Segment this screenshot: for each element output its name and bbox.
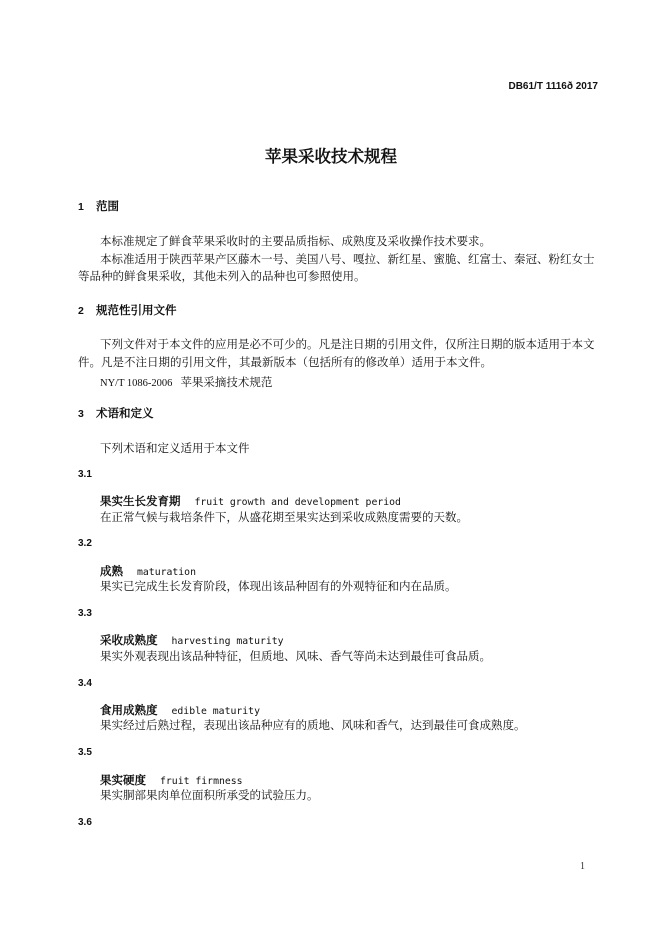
document-title: 苹果采收技术规程	[265, 148, 397, 166]
section-number: 2	[78, 304, 84, 317]
paragraph-line: 件。凡是不注日期的引用文件，其最新版本（包括所有的修改单）适用于本文件。	[78, 356, 492, 369]
paragraph-line: 等品种的鲜食果采收，其他未列入的品种也可参照使用。	[78, 270, 366, 283]
term-entry	[100, 771, 243, 788]
term-english: harvesting maturity	[171, 635, 284, 647]
term-english: maturation	[137, 566, 196, 578]
term-chinese: 采收成熟度	[100, 634, 158, 647]
term-entry	[100, 701, 260, 718]
term-chinese: 成熟	[100, 565, 123, 578]
standard-code: DB61/T 1116ð 2017	[508, 81, 598, 92]
reference-code: NY/T 1086-2006	[100, 377, 173, 389]
clause-number: 3.4	[78, 677, 92, 689]
section-intro: 下列术语和定义适用于本文件	[100, 442, 250, 455]
normative-reference	[100, 373, 272, 390]
term-english: fruit firmness	[160, 775, 243, 787]
reference-title: 苹果采摘技术规范	[180, 376, 273, 389]
term-entry	[100, 562, 196, 579]
term-chinese: 果实生长发育期	[100, 495, 181, 508]
paragraph-line: 下列文件对于本文件的应用是必不可少的。凡是注日期的引用文件，仅所注日期的版本适用于本文	[100, 338, 595, 351]
term-definition: 果实已完成生长发育阶段，体现出该品种固有的外观特征和内在品质。	[100, 580, 457, 593]
clause-number: 3.3	[78, 607, 92, 619]
paragraph-line: 本标准规定了鲜食苹果采收时的主要品质指标、成熟度及采收操作技术要求。	[100, 235, 491, 248]
term-definition: 果实经过后熟过程，表现出该品种应有的质地、风味和香气，达到最佳可食成熟度。	[100, 719, 526, 732]
paragraph-line: 本标准适用于陕西苹果产区藤木一号、美国八号、嘎拉、新红星、蜜脆、红富士、秦冠、粉红女士	[100, 253, 595, 266]
clause-number: 3.1	[78, 468, 92, 480]
section-heading: 规范性引用文件	[96, 304, 177, 317]
term-entry	[100, 631, 284, 648]
section-heading: 范围	[96, 200, 119, 213]
term-english: fruit growth and development period	[194, 496, 401, 508]
term-definition: 果实外观表现出该品种特征，但质地、风味、香气等尚未达到最佳可食品质。	[100, 650, 491, 663]
section-number: 3	[78, 407, 84, 420]
section-heading: 术语和定义	[96, 407, 154, 420]
section-number: 1	[78, 200, 84, 213]
term-english: edible maturity	[171, 705, 260, 717]
clause-number: 3.6	[78, 816, 92, 828]
clause-number: 3.2	[78, 537, 92, 549]
term-definition: 在正常气候与栽培条件下，从盛花期至果实达到采收成熟度需要的天数。	[100, 511, 468, 524]
clause-number: 3.5	[78, 746, 92, 758]
page-number: 1	[580, 860, 585, 872]
term-entry	[100, 492, 401, 509]
term-chinese: 果实硬度	[100, 774, 146, 787]
term-definition: 果实胴部果肉单位面积所承受的试验压力。	[100, 789, 319, 802]
term-chinese: 食用成熟度	[100, 704, 158, 717]
